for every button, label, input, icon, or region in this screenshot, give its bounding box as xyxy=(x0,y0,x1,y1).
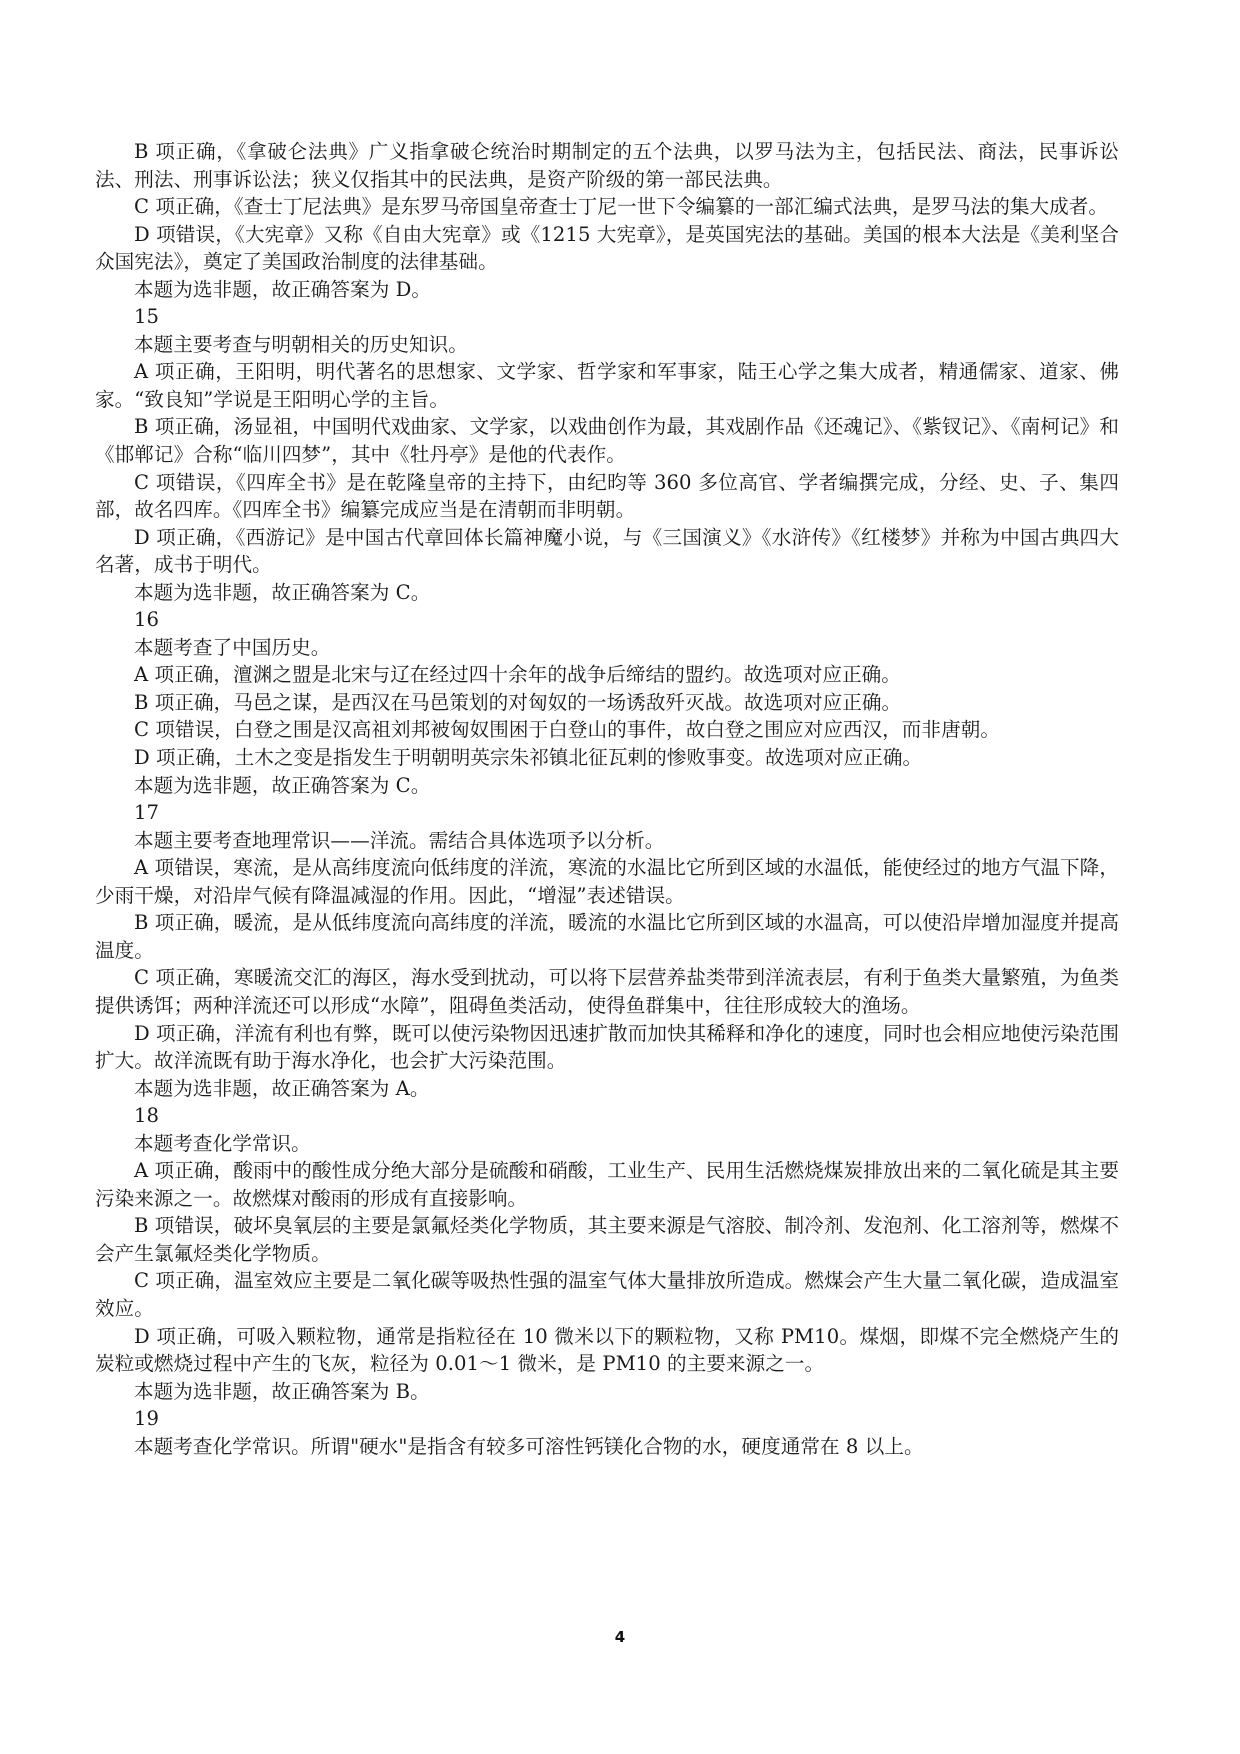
paragraph-option: D 项正确，土木之变是指发生于明朝明英宗朱祁镇北征瓦剌的惨败事变。故选项对应正确。 xyxy=(134,746,923,770)
question-number: 19 xyxy=(134,1407,160,1431)
paragraph-option: C 项正确，《查士丁尼法典》是东罗马帝国皇帝查士丁尼一世下令编纂的一部汇编式法典，是罗马法的集大成者。 xyxy=(134,195,1109,219)
question-intro: 本题考查化学常识。 xyxy=(134,1131,311,1155)
paragraph-option: A 项正确，王阳明，明代著名的思想家、文学家、哲学家和军事家，陆王心学之集大成者，精通儒家、道家、佛家。“致良知”学说是王阳明心学的主旨。 xyxy=(95,360,1119,411)
paragraph-option: C 项正确，温室效应主要是二氧化碳等吸热性强的温室气体大量排放所造成。燃煤会产生大量二氧化碳，造成温室效应。 xyxy=(95,1269,1119,1320)
question-intro: 本题考查化学常识。所谓"硬水"是指含有较多可溶性钙镁化合物的水，硬度通常在 8 以上。 xyxy=(134,1434,924,1458)
question-intro: 本题主要考查地理常识——洋流。需结合具体选项予以分析。 xyxy=(134,828,665,852)
paragraph-option: D 项正确，洋流有利也有弊，既可以使污染物因迅速扩散而加快其稀释和净化的速度，同时也会相应地使污染范围扩大。故洋流既有助于海水净化，也会扩大污染范围。 xyxy=(95,1021,1119,1073)
document-body xyxy=(95,138,1119,1460)
question-intro: 本题考查了中国历史。 xyxy=(134,635,331,659)
question-number: 17 xyxy=(134,801,160,825)
paragraph-option: C 项错误，白登之围是汉高祖刘邦被匈奴围困于白登山的事件，故白登之围应对应西汉，而非唐朝。 xyxy=(134,718,1000,742)
answer-line: 本题为选非题，故正确答案为 A。 xyxy=(134,1076,430,1100)
question-intro: 本题主要考查与明朝相关的历史知识。 xyxy=(134,332,468,356)
paragraph-option: D 项正确，《西游记》是中国古代章回体长篇神魔小说，与《三国演义》《水浒传》《红楼梦》并称为中国古典四大名著，成书于明代。 xyxy=(95,525,1119,577)
paragraph-option: D 项正确，可吸入颗粒物，通常是指粒径在 10 微米以下的颗粒物，又称 PM10。煤烟，即煤不完全燃烧产生的炭粒或燃烧过程中产生的飞灰，粒径为 0.01～1 微米，是 PM10 的主要来源之一。 xyxy=(95,1324,1119,1376)
question-number: 18 xyxy=(134,1104,160,1128)
paragraph-option: B 项错误，破坏臭氧层的主要是氯氟烃类化学物质，其主要来源是气溶胶、制冷剂、发泡剂、化工溶剂等，燃煤不会产生氯氟烃类化学物质。 xyxy=(95,1214,1119,1265)
paragraph-option: B 项正确，马邑之谋，是西汉在马邑策划的对匈奴的一场诱敌歼灭战。故选项对应正确。 xyxy=(134,690,902,714)
paragraph-option: A 项错误，寒流，是从高纬度流向低纬度的洋流，寒流的水温比它所到区域的水温低，能使经过的地方气温下降，少雨干燥，对沿岸气候有降温减湿的作用。因此，“增湿”表述错误。 xyxy=(95,856,1119,907)
answer-line: 本题为选非题，故正确答案为 B。 xyxy=(134,1379,430,1403)
paragraph-option: C 项错误，《四库全书》是在乾隆皇帝的主持下，由纪昀等 360 多位高官、学者编撰完成，分经、史、子、集四部，故名四库。《四库全书》编纂完成应当是在清朝而非明朝。 xyxy=(95,470,1119,522)
paragraph-option: A 项正确，澶渊之盟是北宋与辽在经过四十余年的战争后缔结的盟约。故选项对应正确。 xyxy=(134,663,901,687)
paragraph-option: A 项正确，酸雨中的酸性成分绝大部分是硫酸和硝酸，工业生产、民用生活燃烧煤炭排放出来的二氧化硫是其主要污染来源之一。故燃煤对酸雨的形成有直接影响。 xyxy=(95,1159,1119,1210)
paragraph-option: D 项错误，《大宪章》又称《自由大宪章》或《1215 大宪章》，是英国宪法的基础。美国的根本大法是《美利坚合众国宪法》，奠定了美国政治制度的法律基础。 xyxy=(95,222,1119,274)
paragraph-option: B 项正确，《拿破仑法典》广义指拿破仑统治时期制定的五个法典，以罗马法为主，包括民法、商法，民事诉讼法、刑法、刑事诉讼法；狭义仅指其中的民法典，是资产阶级的第一部民法典。 xyxy=(95,140,1119,191)
answer-line: 本题为选非题，故正确答案为 C。 xyxy=(134,773,431,797)
page-number: 4 xyxy=(614,1628,626,1646)
question-number: 15 xyxy=(134,305,160,329)
answer-line: 本题为选非题，故正确答案为 C。 xyxy=(134,580,431,604)
answer-line: 本题为选非题，故正确答案为 D。 xyxy=(134,277,432,301)
paragraph-option: B 项正确，暖流，是从低纬度流向高纬度的洋流，暖流的水温比它所到区域的水温高，可以使沿岸增加湿度并提高温度。 xyxy=(95,911,1119,962)
paragraph-option: B 项正确，汤显祖，中国明代戏曲家、文学家，以戏曲创作为最，其戏剧作品《还魂记》、《紫钗记》、《南柯记》和《邯郸记》合称“临川四梦”，其中《牡丹亭》是他的代表作。 xyxy=(95,415,1119,467)
paragraph-option: C 项正确，寒暖流交汇的海区，海水受到扰动，可以将下层营养盐类带到洋流表层，有利于鱼类大量繁殖，为鱼类提供诱饵；两种洋流还可以形成“水障”，阻碍鱼类活动，使得鱼群集中，往往形成较大的渔场。 xyxy=(95,966,1119,1017)
question-number: 16 xyxy=(134,608,160,632)
